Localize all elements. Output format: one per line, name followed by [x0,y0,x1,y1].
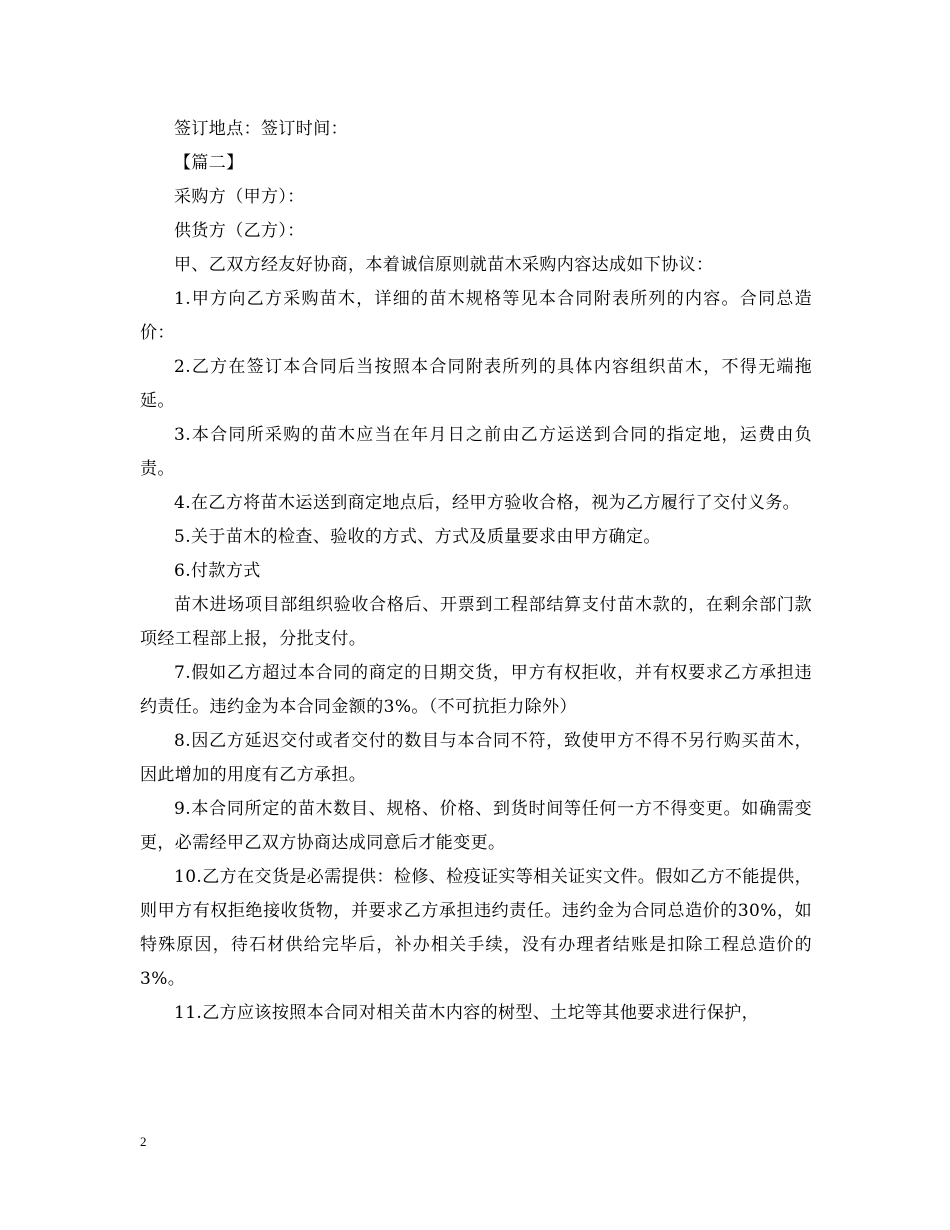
supplier-line: 供货方（乙方）： [174,221,305,241]
clause-4: 4.在乙方将苗木运送到商定地点后，经甲方验收合格，视为乙方履行了交付义务。 [174,493,801,513]
clause-8: 8.因乙方延迟交付或者交付的数目与本合同不符，致使甲方不得不另行购买苗木，因此增加的用度有乙方承担。 [140,731,812,785]
clause-2: 2.乙方在签订本合同后当按照本合同附表所列的具体内容组织苗木，不得无端拖延。 [140,357,812,411]
clause-7: 7.假如乙方超过本合同的商定的日期交货，甲方有权拒收，并有权要求乙方承担违约责任。违约金为本合同金额的3%。（不可抗拒力除外） [140,663,812,717]
section-heading: 【篇二】 [174,153,244,173]
clause-6-body: 苗木进场项目部组织验收合格后、开票到工程部结算支付苗木款的，在剩余部门款项经工程部上报，分批支付。 [140,595,812,649]
agreement-intro: 甲、乙双方经友好协商，本着诚信原则就苗木采购内容达成如下协议： [174,255,714,275]
clause-11: 11.乙方应该按照本合同对相关苗木内容的树型、土坨等其他要求进行保护， [174,1003,760,1023]
clause-5: 5.关于苗木的检查、验收的方式、方式及质量要求由甲方确定。 [174,527,661,547]
clause-10: 10.乙方在交货是必需提供：检修、检疫证实等相关证实文件。假如乙方不能提供，则甲方有权拒绝接收货物，并要求乙方承担违约责任。违约金为合同总造价的30%，如特殊原因，待石材供给完毕后，补办相关手续，没有办理者结账是扣除工程总造价的3%。 [140,867,812,989]
document-body [140,112,812,1030]
clause-1: 1.甲方向乙方采购苗木，详细的苗木规格等见本合同附表所列的内容。合同总造价： [140,289,812,343]
clause-3: 3.本合同所采购的苗木应当在年月日之前由乙方运送到合同的指定地，运费由负责。 [140,425,812,479]
signing-place-time-line: 签订地点：签订时间： [174,119,348,139]
page-number: 2 [140,1134,147,1149]
clause-6-heading: 6.付款方式 [174,561,261,581]
purchaser-line: 采购方（甲方）： [174,187,305,207]
clause-9: 9.本合同所定的苗木数目、规格、价格、到货时间等任何一方不得变更。如确需变更，必需经甲乙双方协商达成同意后才能变更。 [140,799,812,853]
